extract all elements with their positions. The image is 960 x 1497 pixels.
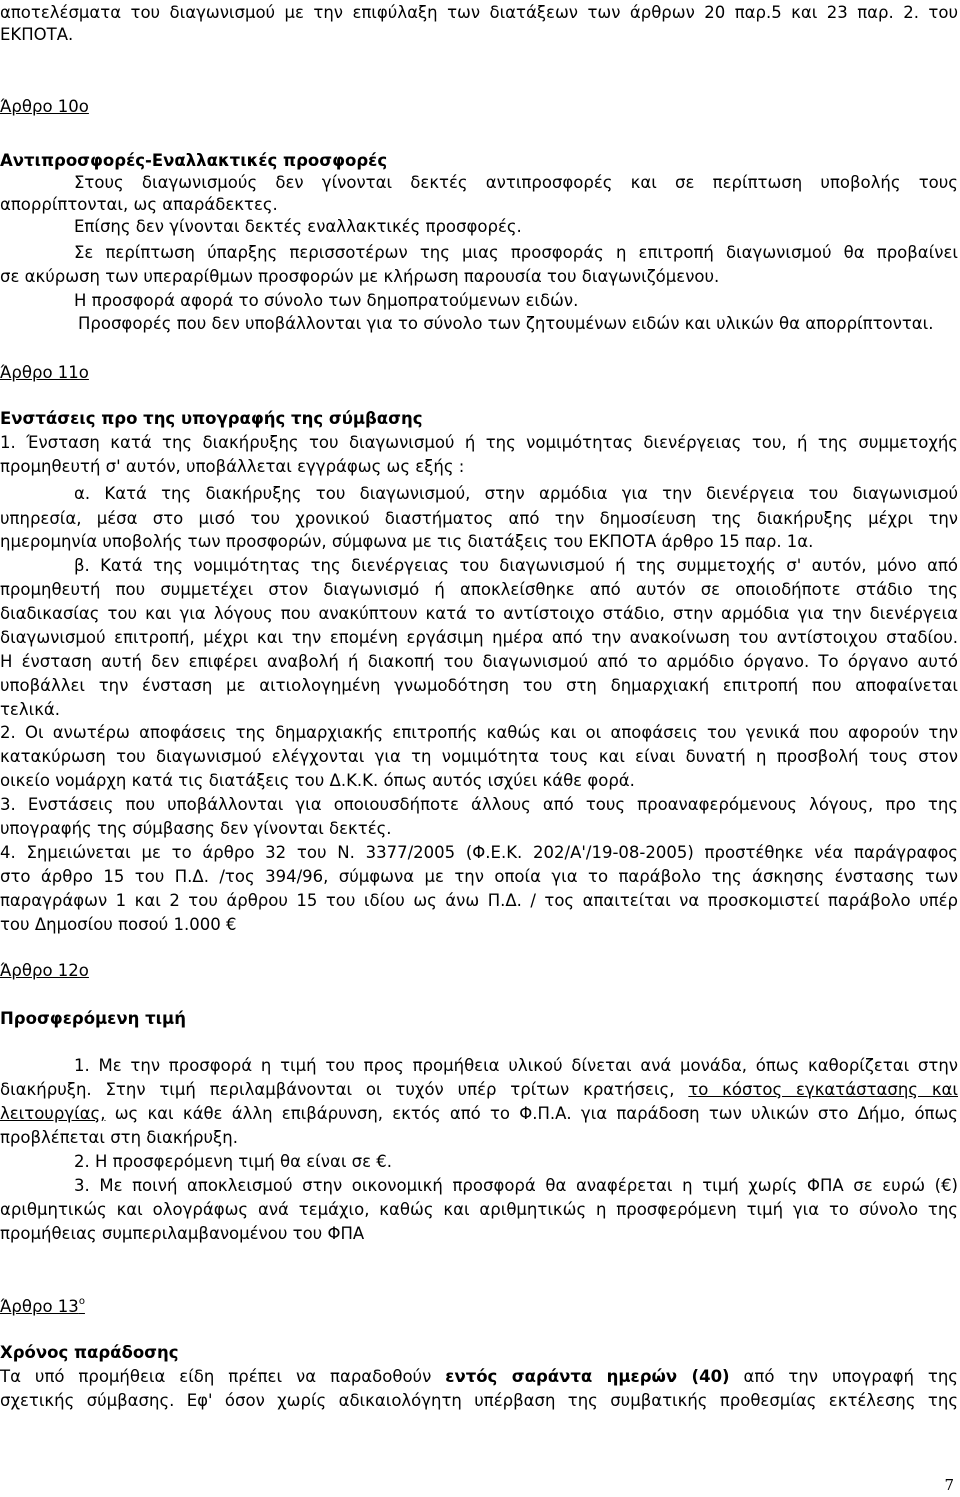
intro-text: αποτελέσματα του διαγωνισμού με την επιφύλαξη των διατάξεων των άρθρων 20 παρ.5 και 23 παρ. 2. του <box>0 3 958 22</box>
intro-text: ΕΚΠΟΤΑ. <box>0 25 74 44</box>
text-run: Τα υπό προμήθεια είδη πρέπει να παραδοθούν <box>0 1367 446 1386</box>
paragraph: σε ακύρωση των υπεραρίθμων προσφορών με κλήρωση παρουσία του διαγωνιζόμενου. <box>0 267 720 286</box>
article-13-title: Χρόνος παράδοσης <box>0 1343 179 1362</box>
paragraph: 2. Οι ανωτέρω αποφάσεις της δημαρχιακής επιτροπής καθώς και οι αποφάσεις του γενικά που αφορούν την <box>0 723 958 742</box>
paragraph: διαγωνισμού επιτροπή, μέχρι και την επομένη εργάσιμη ημέρα από την ανακοίνωση του αντίστοιχου σταδίου. <box>0 628 958 647</box>
paragraph: οικείο νομάρχη κατά τις διατάξεις του Δ.Κ.Κ. όπως αυτός ισχύει κάθε φορά. <box>0 771 635 790</box>
paragraph: 1. Με την προσφορά η τιμή του προς προμήθεια υλικού δίνεται ανά μονάδα, όπως καθορίζεται στην <box>74 1056 958 1075</box>
paragraph <box>0 1366 958 1388</box>
paragraph: Σε περίπτωση ύπαρξης περισσοτέρων της μιας προσφοράς η επιτροπή διαγωνισμού θα προβαίνει <box>74 243 958 262</box>
text-run: διακήρυξη. Στην τιμή περιλαμβάνονται οι τυχόν υπέρ τρίτων κρατήσεις, <box>0 1080 689 1099</box>
paragraph: διαδικασίας του και για λόγους που ανακύπτουν κατά το αντίστοιχο στάδιο, στην αρμόδια για την διενέργεια <box>0 604 958 623</box>
paragraph: ημερομηνία υποβολής των προσφορών, σύμφωνα με τις διατάξεις του ΕΚΠΟΤΑ άρθρο 15 παρ. 1α. <box>0 532 814 551</box>
bold-text: εντός σαράντα ημερών (40) <box>445 1367 730 1386</box>
paragraph: 3. Με ποινή αποκλεισμού στην οικονομική προσφορά θα αναφέρεται η τιμή χωρίς ΦΠΑ σε ευρώ (€) <box>74 1176 958 1195</box>
paragraph <box>0 1079 958 1101</box>
superscript: ο <box>78 1296 85 1307</box>
paragraph: 3. Ενστάσεις που υποβάλλονται για οποιουσδήποτε άλλους από τους προαναφερόμενους λόγους, προ της <box>0 795 958 814</box>
paragraph: υπογραφής της σύμβασης δεν γίνονται δεκτές. <box>0 819 392 838</box>
article-11-heading: Άρθρο 11ο <box>0 363 89 382</box>
paragraph: α. Κατά της διακήρυξης του διαγωνισμού, στην αρμόδια για την διενέργεια του διαγωνισμού <box>74 484 958 503</box>
text-run: ως και κάθε άλλη επιβάρυνση, εκτός από το Φ.Π.Α. για παράδοση των υλικών στο Δήμο, όπως <box>105 1104 958 1123</box>
paragraph: παραγράφων 1 και 2 του άρθρου 15 του ιδίου ως άνω Π.Δ. / τος απαιτείται να προσκομιστεί παράβολο υπέρ <box>0 891 958 910</box>
article-10-heading: Άρθρο 10ο <box>0 97 89 116</box>
article-12-title: Προσφερόμενη τιμή <box>0 1009 186 1028</box>
paragraph: υπηρεσία, μέσα στο μισό του χρονικού διαστήματος από την δημοσίευση της διακήρυξης μέχρι την <box>0 509 958 528</box>
paragraph: β. Κατά της νομιμότητας της διενέργειας του διαγωνισμού ή της συμμετοχής σ' αυτόν, μόνο από <box>74 556 958 575</box>
underlined-text: το κόστος εγκατάστασης και <box>688 1080 959 1099</box>
paragraph: Προσφορές που δεν υποβάλλονται για το σύνολο των ζητουμένων ειδών και υλικών θα απορρίπτονται. <box>78 314 934 333</box>
article-12-heading: Άρθρο 12ο <box>0 961 89 980</box>
paragraph: προβλέπεται στη διακήρυξη. <box>0 1128 238 1147</box>
paragraph: τελικά. <box>0 700 61 719</box>
paragraph: Επίσης δεν γίνονται δεκτές εναλλακτικές προσφορές. <box>74 217 522 236</box>
paragraph: Η προσφορά αφορά το σύνολο των δημοπρατούμενων ειδών. <box>74 291 579 310</box>
paragraph: Στους διαγωνισμούς δεν γίνονται δεκτές αντιπροσφορές και σε περίπτωση υποβολής τους <box>74 173 958 192</box>
article-13-heading <box>0 1296 958 1318</box>
heading-text: Άρθρο 13 <box>0 1297 79 1316</box>
paragraph: αριθμητικώς και ολογράφως ανά τεμάχιο, καθώς και αριθμητικώς η προσφερόμενη τιμή για το σύνολο της <box>0 1200 958 1219</box>
paragraph: προμήθειας συμπεριλαμβανομένου του ΦΠΑ <box>0 1224 365 1243</box>
page-number: 7 <box>944 1476 954 1494</box>
paragraph: προμηθευτή που συμμετέχει στον διαγωνισμό ή αποκλείσθηκε από αυτόν σε οποιοδήποτε στάδιο της <box>0 580 958 599</box>
paragraph: σχετικής σύμβασης. Εφ' όσον χωρίς αδικαιολόγητη υπέρβαση της συμβατικής προθεσμίας εκτέλεσης της <box>0 1391 958 1410</box>
paragraph: του Δημοσίου ποσού 1.000 € <box>0 915 237 934</box>
paragraph: απορρίπτονται, ως απαράδεκτες. <box>0 195 278 214</box>
text-run: από την υπογραφή της <box>729 1367 958 1386</box>
paragraph: 1. Ένσταση κατά της διακήρυξης του διαγωνισμού ή της νομιμότητας διενέργειας του, ή της συμμετοχής <box>0 433 958 452</box>
paragraph: Η ένσταση αυτή δεν επιφέρει αναβολή ή διακοπή του διαγωνισμού από το αρμόδιο όργανο. Το όργανο αυτό <box>0 652 958 671</box>
article-10-title: Αντιπροσφορές-Εναλλακτικές προσφορές <box>0 151 388 170</box>
paragraph <box>0 1103 958 1125</box>
paragraph: 2. Η προσφερόμενη τιμή θα είναι σε €. <box>74 1152 393 1171</box>
paragraph: στο άρθρο 15 του Π.Δ. /τος 394/96, σύμφωνα με την οποία για το παράβολο της άσκησης ένστασης των <box>0 867 958 886</box>
underlined-text: λειτουργίας, <box>0 1104 106 1123</box>
article-11-title: Ενστάσεις προ της υπογραφής της σύμβασης <box>0 409 423 428</box>
paragraph: 4. Σημειώνεται με το άρθρο 32 του Ν. 3377/2005 (Φ.Ε.Κ. 202/Α'/19-08-2005) προστέθηκε νέα παράγραφος <box>0 843 958 862</box>
paragraph: κατακύρωση του διαγωνισμού ελέγχονται για τη νομιμότητα τους και είναι δυνατή η προσβολή τους στον <box>0 747 958 766</box>
paragraph: υποβάλλει την ένσταση με αιτιολογημένη γνωμοδότηση του στη δημαρχιακή επιτροπή που αποφαίνεται <box>0 676 958 695</box>
paragraph: προμηθευτή σ' αυτόν, υποβάλλεται εγγράφως ως εξής : <box>0 457 465 476</box>
